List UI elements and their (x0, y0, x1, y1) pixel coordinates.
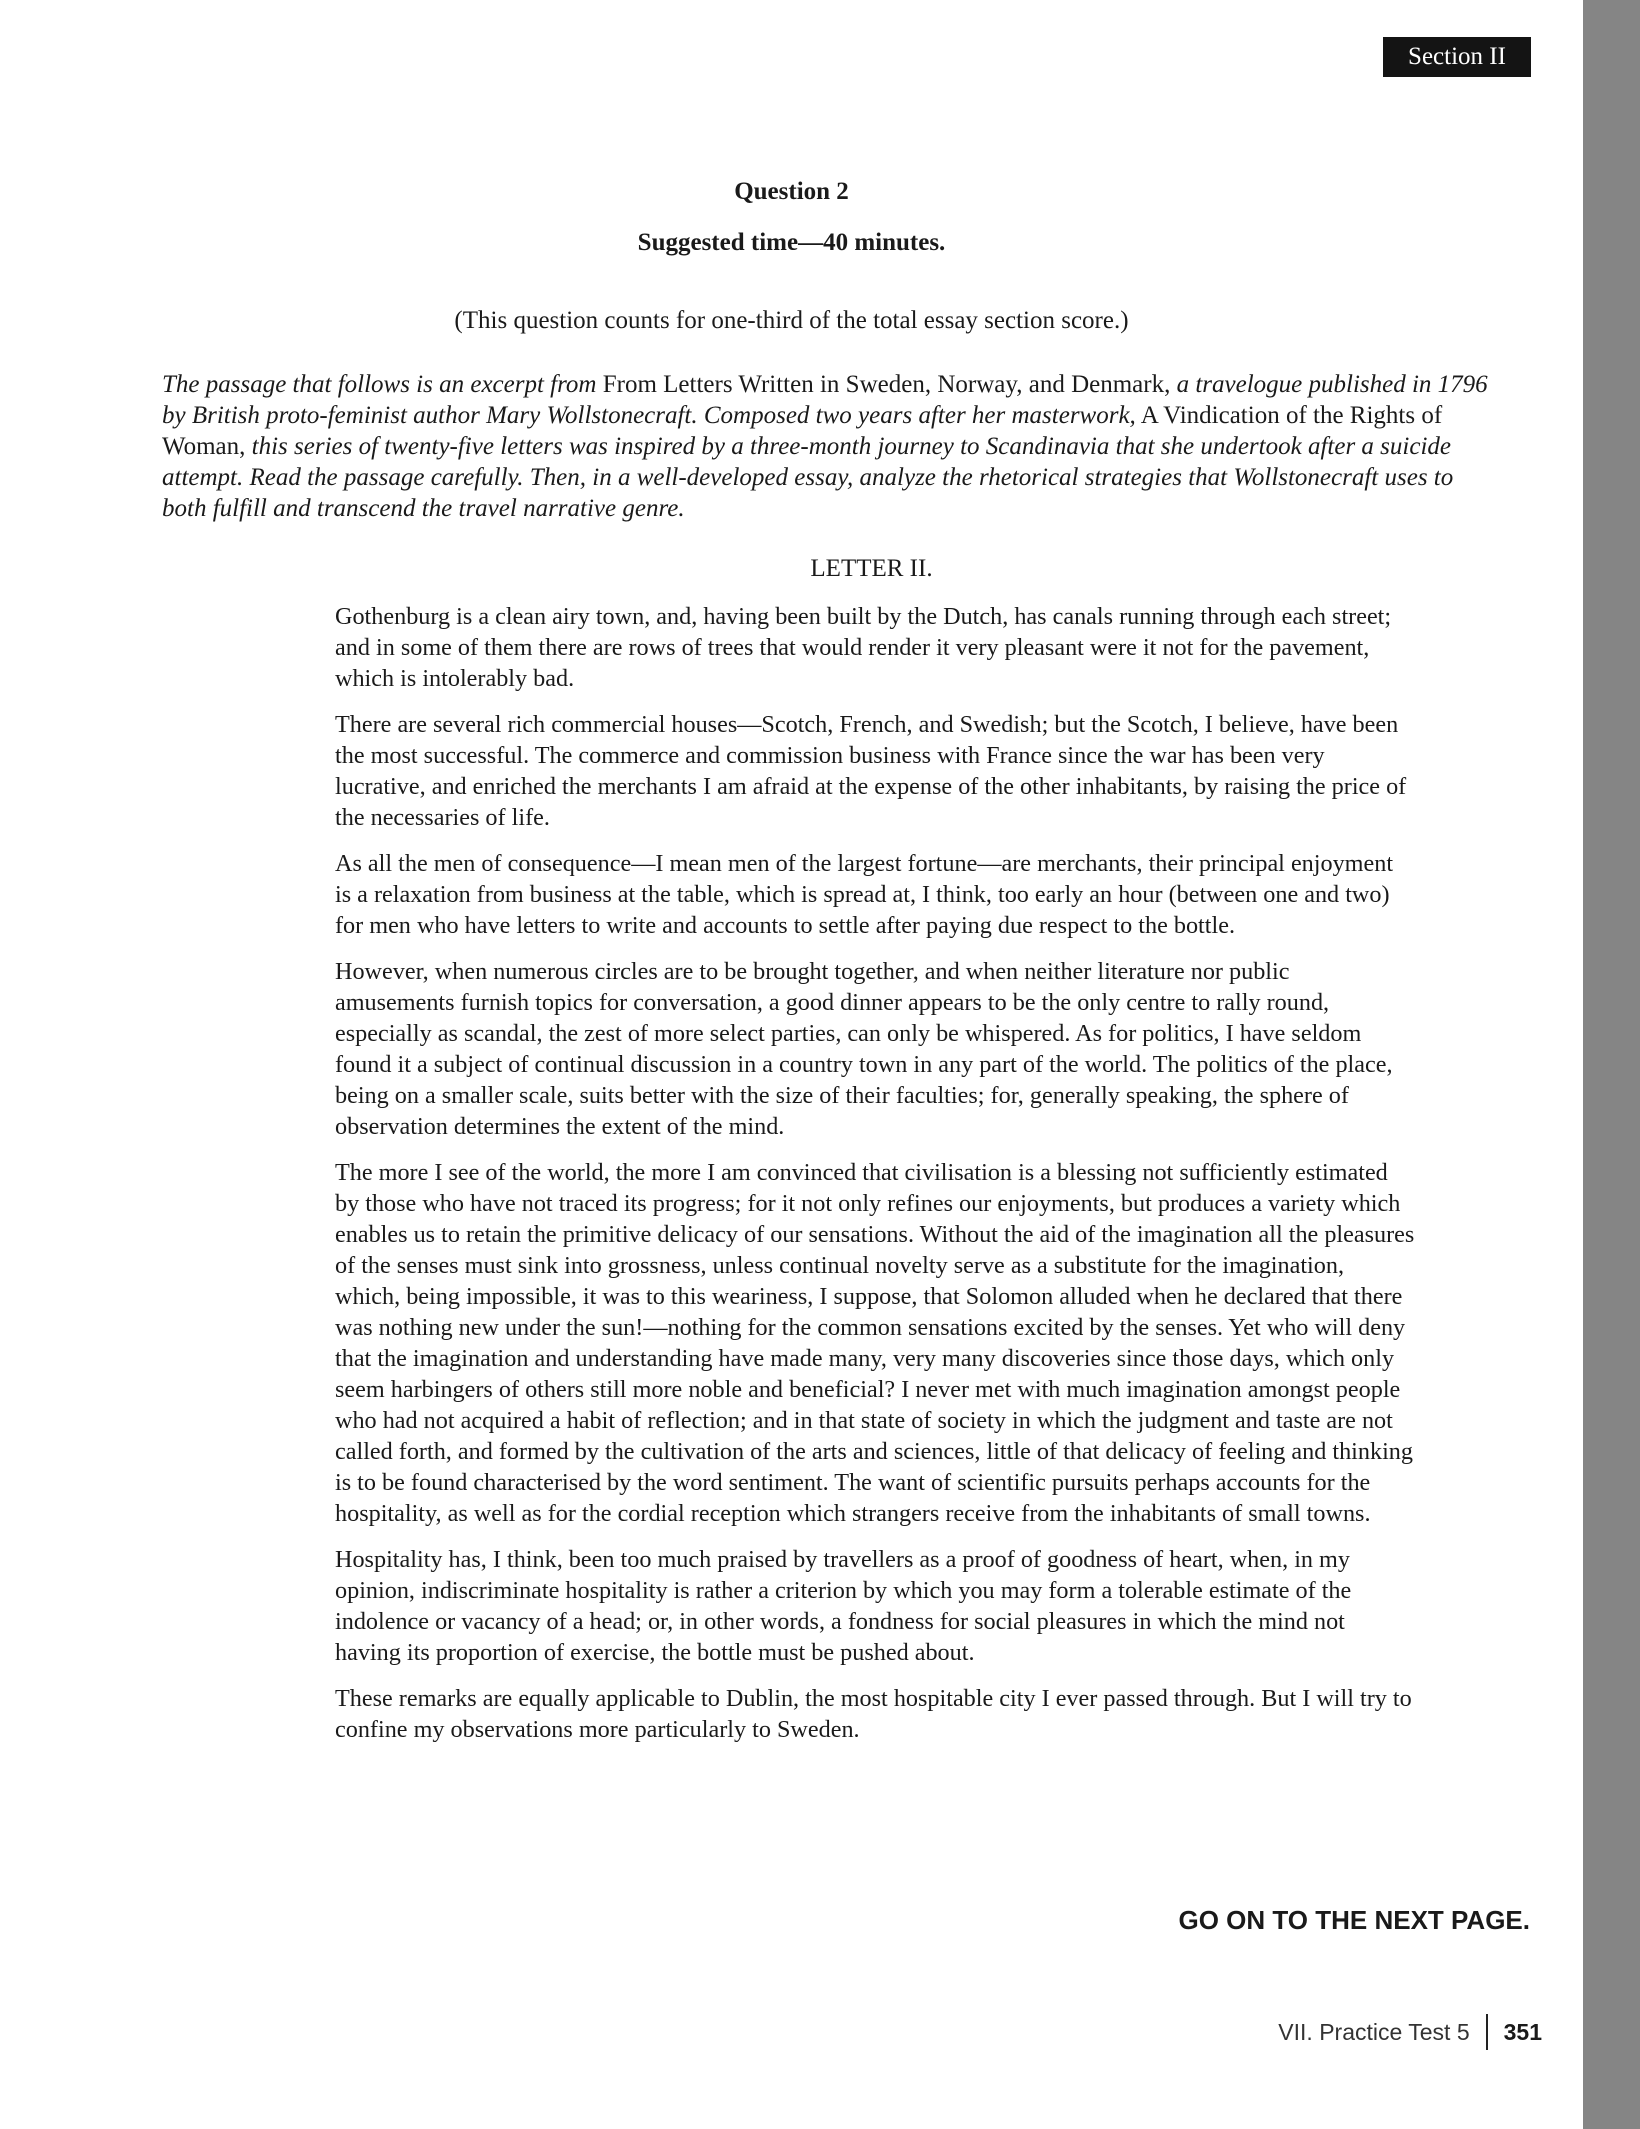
letter-paragraph: These remarks are equally applicable to Dublin, the most hospitable city I ever passed through. But I will try to confine my observations more particularly to Sweden. (335, 1685, 1412, 1743)
suggested-time: Suggested time—40 minutes. (637, 229, 946, 256)
intro-part-3: this series of twenty-five letters was inspired by a three-month journey to Scandinavia that she undertook after a suicide attempt. Read the passage carefully. Then, in a well-developed essay, analyze the rhetorical strategies that Wollstonecraft uses to both fulfill and transcend the travel narrative genre. (162, 433, 1454, 522)
letter-title: LETTER II. (810, 555, 933, 582)
question-title: Question 2 (734, 178, 849, 205)
letter-paragraph: Hospitality has, I think, been too much praised by travellers as a proof of goodness of heart, when, in my opinion, indiscriminate hospitality is rather a criterion by which you may form a tolerable estimate of the indolence or vacancy of a head; or, in other words, a fondness for social pleasures in which the mind not having its proportion of exercise, the bottle must be pushed about. (335, 1546, 1352, 1666)
page-footer (1180, 2014, 1542, 2050)
intro-paragraph (162, 369, 1502, 524)
intro-book-title-1: From Letters Written in Sweden, Norway, and Denmark, (602, 371, 1171, 398)
go-on-notice: GO ON TO THE NEXT PAGE. (1178, 1905, 1530, 1935)
chapter-label: VII. Practice Test 5 (1278, 2019, 1470, 2045)
section-badge: Section II (1383, 37, 1531, 77)
letter-paragraph: Gothenburg is a clean airy town, and, having been built by the Dutch, has canals running through each street; and in some of them there are rows of trees that would render it very pleasant were it not for the pavement, which is intolerably bad. (335, 603, 1392, 692)
letter-paragraph: There are several rich commercial houses—Scotch, French, and Swedish; but the Scotch, I believe, have been the most successful. The commerce and commission business with France since the war has been very lucrative, and enriched the merchants I am afraid at the expense of the other inhabitants, by raising the price of the necessaries of life. (335, 711, 1407, 831)
intro-book-title-2: A Vindication of the Rights of Woman, (162, 402, 1443, 460)
page-number: 351 (1503, 2019, 1542, 2045)
letter-body (335, 601, 1415, 1760)
intro-part-2: a travelogue published in 1796 by British proto-feminist author Mary Wollstonecraft. Composed two years after her masterwork, (162, 371, 1488, 429)
intro-part-1: The passage that follows is an excerpt from (162, 371, 597, 398)
letter-paragraph: The more I see of the world, the more I am convinced that civilisation is a blessing not sufficiently estimated by those who have not traced its progress; for it not only refines our enjoyments, but produces a variety which enables us to retain the primitive delicacy of our sensations. Without the aid of the imagination all the pleasures of the senses must sink into grossness, unless continual novelty serve as a substitute for the imagination, which, being impossible, it was to this weariness, I suppose, that Solomon alluded when he declared that there was nothing new under the sun!—nothing for the common sensations excited by the senses. Yet who will deny that the imagination and understanding have made many, very many discoveries since those days, which only seem harbingers of others still more noble and beneficial? I never met with much imagination amongst people who had not acquired a habit of reflection; and in that state of society in which the judgment and taste are not called forth, and formed by the cultivation of the arts and sciences, little of that delicacy of feeling and thinking is to be found characterised by the word sentiment. The want of scientific pursuits perhaps accounts for the hospitality, as well as for the cordial reception which strangers receive from the inhabitants of small towns. (335, 1159, 1415, 1527)
score-note: (This question counts for one-third of the total essay section score.) (454, 307, 1129, 334)
letter-paragraph: As all the men of consequence—I mean men of the largest fortune—are merchants, their principal enjoyment is a relaxation from business at the table, which is spread at, I think, too early an hour (between one and two) for men who have letters to write and accounts to settle after paying due respect to the bottle. (335, 850, 1394, 939)
letter-paragraph: However, when numerous circles are to be brought together, and when neither literature nor public amusements furnish topics for conversation, a good dinner appears to be the only centre to rally round, especially as scandal, the zest of more select parties, can only be whispered. As for politics, I have seldom found it a subject of continual discussion in a country town in any part of the world. The politics of the place, being on a smaller scale, suits better with the size of their faculties; for, generally speaking, the sphere of observation determines the extent of the mind. (335, 958, 1393, 1140)
side-margin-bar (1583, 0, 1640, 2129)
